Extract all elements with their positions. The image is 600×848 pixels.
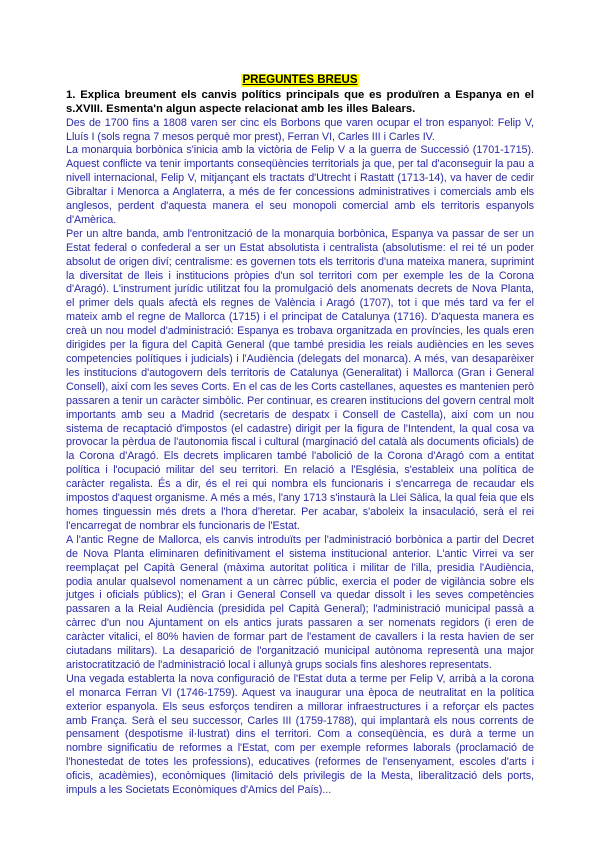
document-page <box>66 72 534 798</box>
section-title: PREGUNTES BREUS <box>242 74 358 86</box>
paragraph-nova-planta: Per un altre banda, amb l'entronització de la monarquia borbònica, Espanya va passar de ser un Estat federal o confederal a ser un Estat absolutista i centralista (absolutisme: el rei té un poder absolut de origen diví; centralisme: es governen tots els territoris d'una mateixa manera, suprimint la diversitat de lleis i institucions pròpies d'un sol territori com per exemple les de la Corona d'Aragó). L'instrument jurídic utilitzat fou la promulgació dels anomenats decrets de Nova Planta, el primer dels quals afectà els regnes de València i Aragó (1707), tot i que més tard va fer el mateix amb el regne de Mallorca (1715) i el principat de Catalunya (1716). D'aquesta manera es creà un nou model d'administració: Espanya es trobava organitzada en províncies, les quals eren dirigides per la figura del Capità General (que també presidia les reials audiències en les seves competencies polítiques i judicials) i l'Audiència (delegats del monarca). A més, van desaparèixer les institucions d'autogovern dels territoris de Catalunya (Generalitat) i Mallorca (Gran i General Consell), així com les seves Corts. En el cas de les Corts castellanes, aquestes es mantenien però passaren a tenir un caràcter simbòlic. Per continuar, es crearen institucions del govern central molt importants amb seu a Madrid (secretaris de despatx i Consell de Castella), així com un nou sistema de recaptació d'impostos (el cadastre) dirigit per la figura de l'Intendent, la qual cosa va provocar la pèrdua de l'autonomia fiscal i cultural (marginació del català als documents oficials) de la Corona d'Aragó. Els decrets implicaren també l'abolició de la Corona d'Aragó com a entitat política i l'ocupació militar del seu territori. En relació a l'Església, s'estableix una política de caràcter regalista. És a dir, és el rei qui nombra els funcionaris i s'encarrega de recaudar els impostos d'aquest organisme. A més a més, l'any 1713 s'instaurà la Llei Sàlica, la qual feia que els homes tinguessin més drets a l'hora d'heretar. Per acabar, s'aboleix la insaculació, serà el rei l'encarregat de nombrar els funcionaris de l'Estat. <box>66 227 534 532</box>
title-row <box>66 72 534 86</box>
paragraph-bourbon-kings: Des de 1700 fins a 1808 varen ser cinc els Borbons que varen ocupar el tron espanyol: Felip V, Lluís I (sols regna 7 mesos perquè mor prest), Ferran VI, Carles III i Carles IV. <box>66 116 534 143</box>
paragraph-ferran-carles: Una vegada establerta la nova configuració de l'Estat duta a terme per Felip V, arribà a la corona el monarca Ferran VI (1746-1759). Aquest va inaugurar una època de neutralitat en la política exterior espanyola. Els seus esforços tendiren a millorar infraestructures i a reforçar els pactes amb França. Serà el seu successor, Carles III (1759-1788), qui implantarà els nous corrents de pensament (despotisme il·lustrat) dins el territori. Com a conseqüència, es durà a terme un nombre significatiu de reformes a l'Estat, com per exemple reformes laborals (proclamació de l'honestedat de totes les professions), educatives (reformes de l'ensenyament, escoles d'arts i oficis, acadèmies), econòmiques (limitació dels privilegis de la Mesta, liberalització dels ports, impuls a les Societats Econòmiques d'Amics del País)... <box>66 672 534 797</box>
paragraph-succession-war: La monarquia borbònica s'inicia amb la victòria de Felip V a la guerra de Successió (1701-1715). Aquest conflicte va tenir importants conseqüències territorials ja que, per tal d'aconseguir la pau a nivell internacional, Felip V, mitjançant els tractats d'Utrecht i Rastatt (1713-14), va haver de cedir Gibraltar i Menorca a Anglaterra, a més de fer concessions administratives i comercials amb els anglesos, perdent d'aquesta manera el seu monopoli comercial amb els territoris espanyols d'Amèrica. <box>66 144 534 226</box>
question-heading: 1. Explica breument els canvis polítics principals que es produïren a Espanya en el s.XVIII. Esmenta'n algun aspecte relacionat amb les illes Balears. <box>66 89 534 116</box>
paragraph-mallorca: A l'antic Regne de Mallorca, els canvis introduïts per l'administració borbònica a partir del Decret de Nova Planta eliminaren definitivament el sistema institucional anterior. L'antic Virrei va ser reemplaçat pel Capità General (màxima autoritat política i militar de l'illa, presidia l'Audiència, podia anular qualsevol nomenament a un càrrec públic, exercia el poder de vigilància sobre els jutges i oficials públics); el Gran i General Consell va quedar dissolt i les seves competències passaren a la Reial Audiència (presidida pel Capità General); l'administració municipal passà a càrrec d'un nou Ajuntament on els antics jurats passaren a ser nomenats regidors (i eren de caràcter vitalici, el 80% havien de formar part de l'estament de cavallers i la resta havien de ser ciutadans militars). La desaparició de l'organització municipal autònoma representà una major aristocratització de l'administració local i allunyà grups socials fins aleshores representats. <box>66 533 534 671</box>
